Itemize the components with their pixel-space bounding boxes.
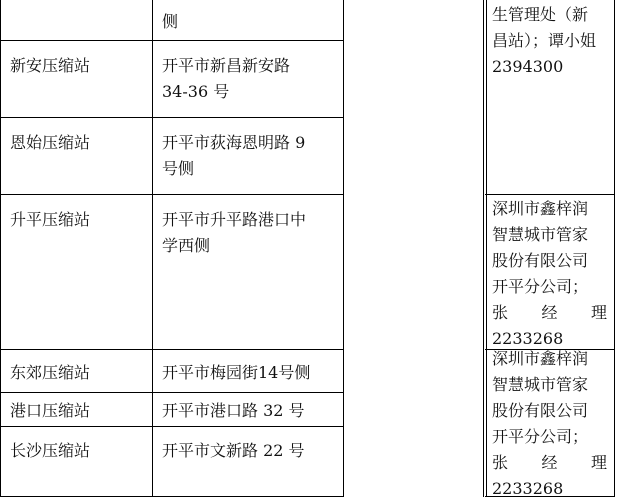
station-name-cell [10,360,90,386]
address-line: 开平市升平路港口中 [162,210,307,229]
address-line: 开平市梅园街14号侧 [162,363,311,382]
station-name: 恩始压缩站 [10,133,91,152]
station-name: 长沙压缩站 [10,441,91,460]
station-name-cell [10,438,90,464]
station-name: 升平压缩站 [10,210,91,229]
table-border-col1 [152,0,153,497]
address-line: 号侧 [162,159,195,178]
row-divider [0,117,343,118]
station-name: 东郊压缩站 [10,363,91,382]
contact-line: 智慧城市管家 [492,225,589,244]
contact-line: 开平分公司； [492,427,589,446]
table-border-left [0,0,1,497]
contact-manager: 张 经 理 [492,453,607,472]
station-name-cell [10,207,90,233]
table-border-col2 [343,0,344,497]
contact-line: 智慧城市管家 [492,375,589,394]
contact-phone: 2233268 [492,329,564,348]
station-name: 新安压缩站 [10,56,91,75]
contact-phone: 2233268 [492,479,564,498]
contact-line: 深圳市鑫梓润 [492,199,589,218]
contact-manager: 张 经 理 [492,303,607,322]
contact-line: 开平分公司； [492,277,589,296]
address-cell [162,207,306,259]
row-divider [0,426,343,427]
address-cell [162,360,310,386]
table-border-bottom [0,496,343,497]
station-name-cell [10,53,90,79]
address-line: 侧 [162,12,179,31]
address-line: 学西侧 [162,236,211,255]
contact-phone: 2394300 [492,57,564,76]
address-line: 开平市新昌新安路 [162,56,291,75]
address-cell [162,438,305,464]
address-line: 34-36 号 [162,82,230,101]
address-line: 开平市港口路 32 号 [162,401,305,420]
address-cell [162,398,305,424]
address-cell [162,53,290,105]
row-divider [0,40,343,41]
contact-cell [492,196,607,352]
station-name-cell [10,398,90,424]
station-name-cell [10,130,90,156]
contact-line: 昌站）；谭小姐 [492,31,597,50]
row-divider [0,392,343,393]
address-cell [162,9,178,35]
contact-line: 股份有限公司 [492,251,589,270]
row-divider [485,194,615,195]
station-name: 港口压缩站 [10,401,91,420]
address-cell [162,130,305,182]
row-divider [0,349,343,350]
table-border-col3 [483,0,487,497]
address-line: 开平市荻海恩明路 9 [162,133,306,152]
contact-line: 生管理处（新 [492,5,589,24]
address-line: 开平市文新路 22 号 [162,441,305,460]
contact-line: 深圳市鑫梓润 [492,349,589,368]
row-divider [0,194,343,195]
contact-line: 股份有限公司 [492,401,589,420]
contact-cell [492,346,607,502]
contact-cell [492,2,596,80]
table-border-right [614,0,615,497]
